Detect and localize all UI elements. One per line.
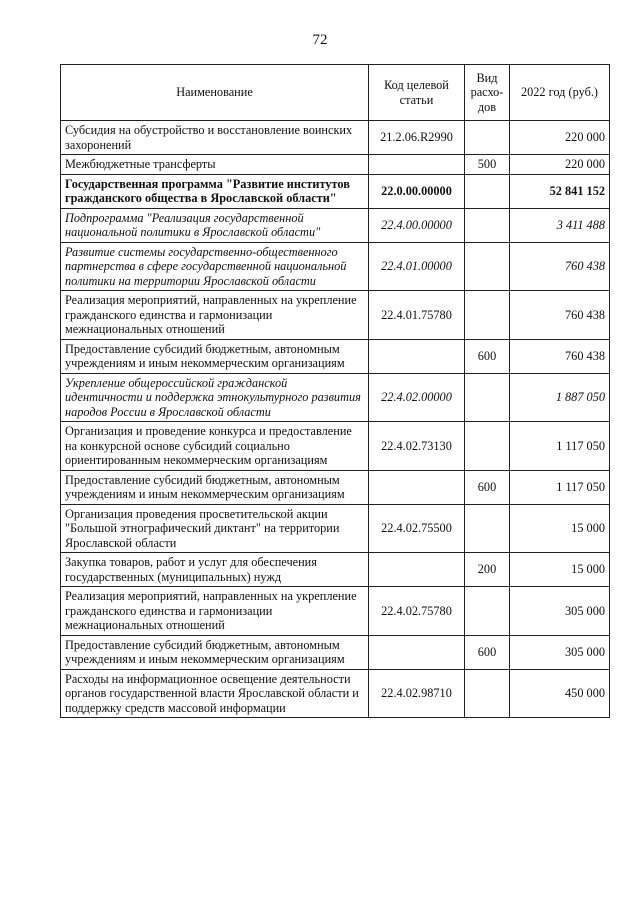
page-number: 72 (312, 32, 328, 48)
row-name-cell: Укрепление общероссийской гражданской идентичности и поддержка этнокультурного развития народов России в Ярославской области (61, 373, 369, 422)
table-row (61, 155, 610, 175)
row-code-cell: 22.4.02.75780 (369, 587, 465, 636)
row-code-cell (369, 339, 465, 373)
table-row (61, 373, 610, 422)
header-name: Наименование (61, 65, 369, 121)
row-code-cell (369, 553, 465, 587)
row-expense-type-cell (465, 504, 510, 553)
row-code-cell: 22.4.02.75500 (369, 504, 465, 553)
row-expense-type-cell (465, 121, 510, 155)
row-name-cell: Подпрограмма "Реализация государственной национальной политики в Ярославской области" (61, 208, 369, 242)
table-row (61, 242, 610, 291)
row-name-cell: Межбюджетные трансферты (61, 155, 369, 175)
row-code-cell (369, 155, 465, 175)
table-row (61, 208, 610, 242)
row-expense-type-cell (465, 669, 510, 718)
table-row (61, 121, 610, 155)
row-amount-cell: 52 841 152 (510, 174, 610, 208)
header-expense-type: Вид расхо-дов (465, 65, 510, 121)
row-amount-cell: 450 000 (510, 669, 610, 718)
table-row (61, 553, 610, 587)
row-code-cell: 22.4.01.00000 (369, 242, 465, 291)
row-amount-cell: 15 000 (510, 553, 610, 587)
row-name-cell: Развитие системы государственно-общественного партнерства в сфере государственной национальной политики на территории Ярославской области (61, 242, 369, 291)
table-row (61, 635, 610, 669)
table-row (61, 174, 610, 208)
table-row (61, 291, 610, 340)
header-amount: 2022 год (руб.) (510, 65, 610, 121)
row-name-cell: Закупка товаров, работ и услуг для обеспечения государственных (муниципальных) нужд (61, 553, 369, 587)
row-expense-type-cell (465, 373, 510, 422)
row-amount-cell: 220 000 (510, 155, 610, 175)
row-amount-cell: 3 411 488 (510, 208, 610, 242)
row-code-cell: 22.4.02.73130 (369, 422, 465, 471)
table-row (61, 504, 610, 553)
header-code: Код целевой статьи (369, 65, 465, 121)
row-amount-cell: 1 117 050 (510, 422, 610, 471)
row-code-cell (369, 470, 465, 504)
row-name-cell: Предоставление субсидий бюджетным, автономным учреждениям и иным некоммерческим организациям (61, 339, 369, 373)
row-amount-cell: 1 887 050 (510, 373, 610, 422)
row-code-cell: 22.4.00.00000 (369, 208, 465, 242)
row-code-cell: 22.0.00.00000 (369, 174, 465, 208)
row-name-cell: Предоставление субсидий бюджетным, автономным учреждениям и иным некоммерческим организациям (61, 470, 369, 504)
row-amount-cell: 760 438 (510, 242, 610, 291)
row-amount-cell: 1 117 050 (510, 470, 610, 504)
row-amount-cell: 760 438 (510, 291, 610, 340)
table-header-row (61, 65, 610, 121)
row-code-cell: 22.4.02.98710 (369, 669, 465, 718)
row-expense-type-cell (465, 587, 510, 636)
row-amount-cell: 220 000 (510, 121, 610, 155)
row-amount-cell: 305 000 (510, 635, 610, 669)
row-name-cell: Реализация мероприятий, направленных на укрепление гражданского единства и гармонизации межнациональных отношений (61, 587, 369, 636)
row-expense-type-cell: 600 (465, 339, 510, 373)
row-expense-type-cell: 600 (465, 470, 510, 504)
row-name-cell: Государственная программа "Развитие институтов гражданского общества в Ярославской области" (61, 174, 369, 208)
table-row (61, 669, 610, 718)
row-expense-type-cell: 200 (465, 553, 510, 587)
row-name-cell: Предоставление субсидий бюджетным, автономным учреждениям и иным некоммерческим организациям (61, 635, 369, 669)
table-row (61, 587, 610, 636)
row-name-cell: Реализация мероприятий, направленных на укрепление гражданского единства и гармонизации межнациональных отношений (61, 291, 369, 340)
row-name-cell: Субсидия на обустройство и восстановление воинских захоронений (61, 121, 369, 155)
row-code-cell: 22.4.02.00000 (369, 373, 465, 422)
row-expense-type-cell (465, 242, 510, 291)
table-row (61, 339, 610, 373)
table-row (61, 422, 610, 471)
row-name-cell: Организация и проведение конкурса и предоставление на конкурсной основе субсидий социально ориентированным некоммерческим организациям (61, 422, 369, 471)
row-expense-type-cell (465, 291, 510, 340)
row-expense-type-cell: 600 (465, 635, 510, 669)
row-name-cell: Расходы на информационное освещение деятельности органов государственной власти Ярославской области и поддержку средств массовой информации (61, 669, 369, 718)
row-expense-type-cell (465, 174, 510, 208)
row-expense-type-cell (465, 208, 510, 242)
row-name-cell: Организация проведения просветительской акции "Большой этнографический диктант" на территории Ярославской области (61, 504, 369, 553)
row-expense-type-cell (465, 422, 510, 471)
row-amount-cell: 760 438 (510, 339, 610, 373)
row-amount-cell: 305 000 (510, 587, 610, 636)
row-amount-cell: 15 000 (510, 504, 610, 553)
budget-table (60, 64, 610, 718)
row-code-cell: 21.2.06.R2990 (369, 121, 465, 155)
row-expense-type-cell: 500 (465, 155, 510, 175)
row-code-cell (369, 635, 465, 669)
row-code-cell: 22.4.01.75780 (369, 291, 465, 340)
table-row (61, 470, 610, 504)
